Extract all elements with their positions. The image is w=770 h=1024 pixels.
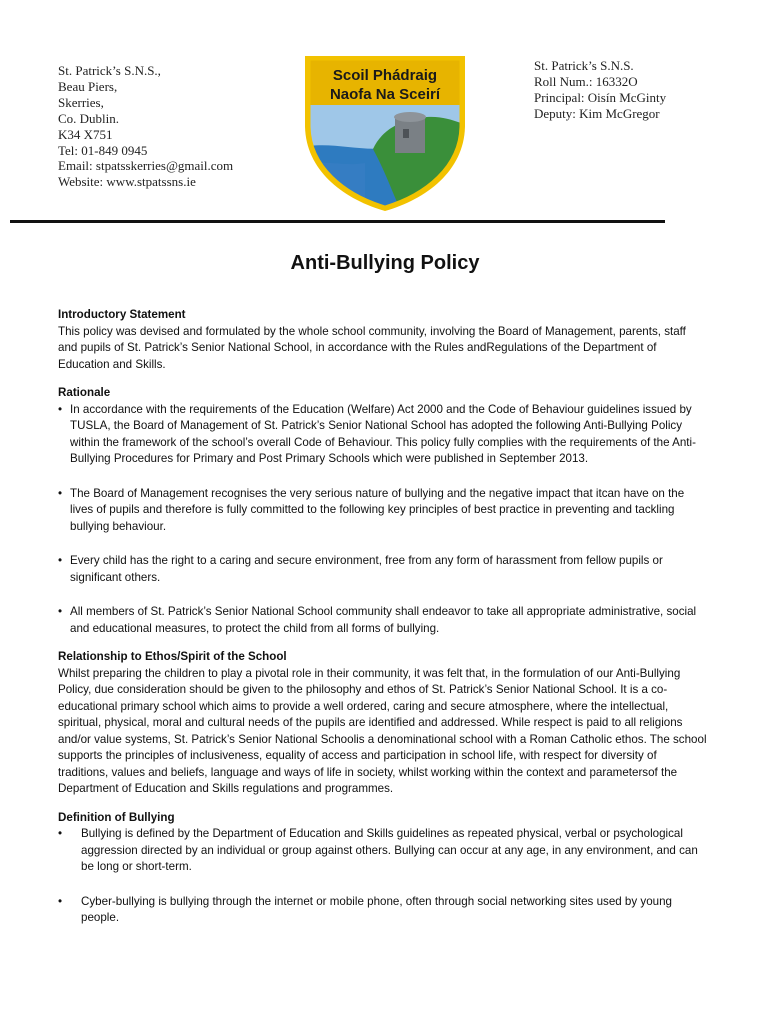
list-item-text: Every child has the right to a caring and secure environment, free from any form of harassment from fellow pupils or significant others. <box>70 554 663 584</box>
intro-paragraph: This policy was devised and formulated by the whole school community, involving the Board of Management, parents, staff and pupils of St. Patrick’s Senior National School, in accordance with the Rules andRegulations of the Department of Education and Skills. <box>58 324 686 371</box>
email: Email: stpatsskerries@gmail.com <box>58 158 234 174</box>
document-body <box>58 307 708 927</box>
header-divider <box>10 220 665 223</box>
eircode: K34 X751 <box>58 126 113 142</box>
list-item-text: Cyber-bullying is bullying through the internet or mobile phone, often through social networking sites used by young people. <box>81 894 672 924</box>
address-line: Co. Dublin. <box>58 110 120 126</box>
list-item <box>58 402 708 468</box>
bullet-icon: • <box>58 486 63 500</box>
crest-icon <box>303 55 467 211</box>
list-item-text: The Board of Management recognises the very serious nature of bullying and the negative impact that itcan have on the lives of pupils and therefore is fully committed to the following key principles of best practice in preventing and tackling bullying behaviour. <box>70 486 685 533</box>
school-name: St. Patrick’s S.N.S. <box>534 58 634 73</box>
ethos-paragraph: Whilst preparing the children to play a pivotal role in their community, it was felt that, in the formulation of our Anti-Bullying Policy, due consideration should be given to the philosophy and ethos of St. Patrick’s Senior National School. It is a co-educational primary school which aims to provide a well ordered, caring and secure atmosphere, where the intellectual, spiritual, physical, moral and cultural needs of the pupils are identified and addressed. While respect is paid to all religions and/or value systems, St. Patrick’s Senior National Schoolis a denominational school with a Roman Catholic ethos. The school supports the principles of inclusiveness, equality of access and participation in school life, with respect for diversity of traditions, values and beliefs, language and ways of life in society, whilst working within the context and parametersof the Department of Education and Skills regulations and programmes. <box>58 666 707 795</box>
telephone: Tel: 01-849 0945 <box>58 142 148 158</box>
list-item-text: Bullying is defined by the Department of Education and Skills guidelines as repeated physical, verbal or psychological aggression directed by an individual or group against others. Bullying can occur at any age, in any environment, and can be long or short-term. <box>81 827 698 873</box>
address-line: Beau Piers, <box>58 78 118 94</box>
section-heading-definition: Definition of Bullying <box>58 810 175 824</box>
list-item-text: All members of St. Patrick’s Senior National School community shall endeavor to take all appropriate administrative, social and educational measures, to protect the child from all forms of bullying. <box>70 605 697 635</box>
section-heading-intro: Introductory Statement <box>58 308 186 321</box>
list-item <box>58 894 708 927</box>
school-crest-logo <box>303 55 467 211</box>
list-item-text: In accordance with the requirements of the Education (Welfare) Act 2000 and the Code of Behaviour guidelines issued by TUSLA, the Board of Management of St. Patrick’s Senior National School has adopted the following Anti-Bullying Policy within the framework of the school’s overall Code of Behaviour. This policy fully complies with the requirements of the Anti-Bullying Procedures for Primary and Post Primary Schools which were published in September 2013. <box>70 402 696 465</box>
bullet-icon: • <box>58 402 63 416</box>
principal: Principal: Oisín McGinty <box>534 89 667 105</box>
bullet-icon: • <box>58 554 63 567</box>
deputy: Deputy: Kim McGregor <box>534 105 660 121</box>
address-line: Skerries, <box>58 94 104 110</box>
document-title: Anti-Bullying Policy <box>290 252 480 274</box>
crest-text-line2: Naofa Na Sceirí <box>329 86 441 103</box>
roll-number: Roll Num.: 16332O <box>534 73 638 89</box>
list-item <box>58 486 708 536</box>
section-heading-ethos: Relationship to Ethos/Spirit of the School <box>58 650 287 663</box>
crest-text-line1: Scoil Phádraig <box>332 67 438 84</box>
bullet-icon: • <box>58 827 63 840</box>
section-heading-rationale: Rationale <box>58 386 111 399</box>
school-info <box>534 58 666 122</box>
school-address <box>58 63 233 190</box>
list-item <box>58 604 708 637</box>
list-item <box>58 553 708 586</box>
bullet-icon: • <box>58 605 63 618</box>
website: Website: www.stpatssns.ie <box>58 174 196 190</box>
bullet-icon: • <box>58 894 63 908</box>
list-item <box>58 826 708 876</box>
address-line: St. Patrick’s S.N.S., <box>58 63 161 78</box>
